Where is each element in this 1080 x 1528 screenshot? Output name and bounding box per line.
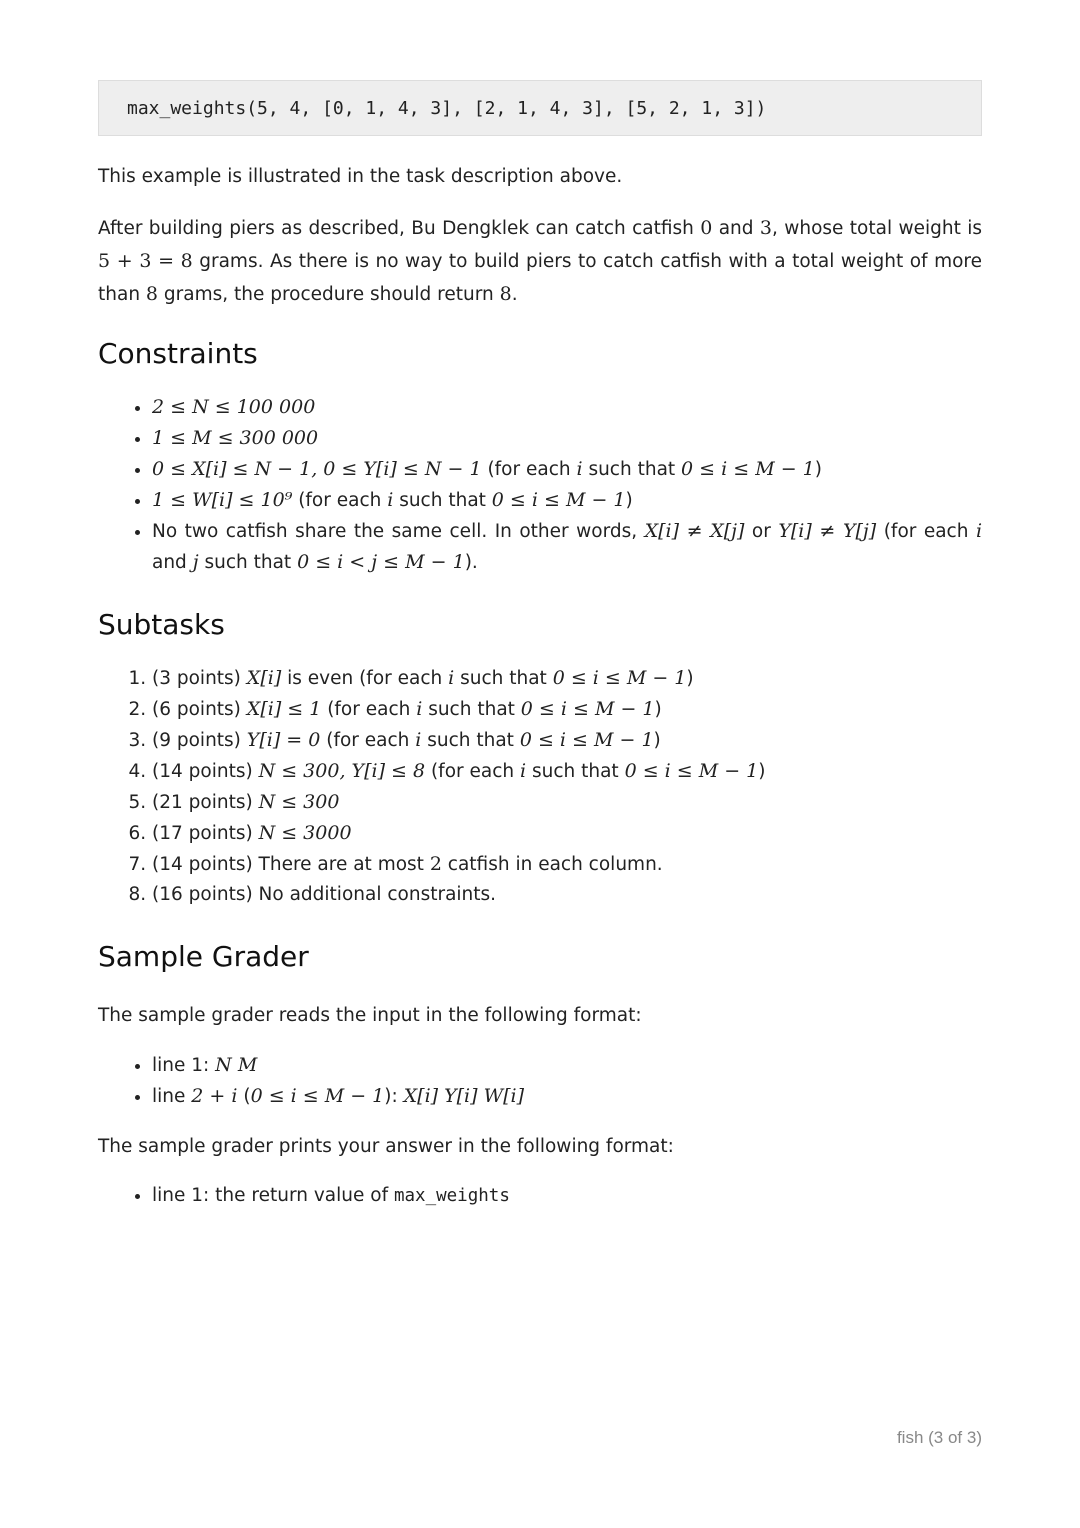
list-item: • 2 ≤ N ≤ 100 000 <box>152 392 982 423</box>
list-item: • line 2 + i (0 ≤ i ≤ M − 1): X[i] Y[i] W[i] <box>152 1081 982 1112</box>
paragraph-example-explanation: After building piers as described, Bu Dengklek can catch catfish 0 and 3, whose total weight is 5 + 3 = 8 grams. As there is no way to build piers to catch catfish with a total weight of more than 8 grams, the procedure should return 8. <box>98 217 982 305</box>
list-item: • 1 ≤ M ≤ 300 000 <box>152 423 982 454</box>
constraints-heading: Constraints <box>98 337 258 370</box>
subtasks-heading: Subtasks <box>98 608 225 641</box>
document-page <box>98 80 982 1211</box>
subtasks-list <box>98 663 982 910</box>
list-item: 3. (9 points) Y[i] = 0 (for each i such that 0 ≤ i ≤ M − 1) <box>152 725 982 756</box>
grader-input-intro: The sample grader reads the input in the following format: <box>98 1005 642 1026</box>
sample-grader-heading: Sample Grader <box>98 940 309 973</box>
list-item: • line 1: the return value of max_weights <box>152 1181 982 1211</box>
paragraph-illustrated: This example is illustrated in the task description above. <box>98 166 623 187</box>
list-item: • 1 ≤ W[i] ≤ 10⁹ (for each i such that 0 ≤ i ≤ M − 1) <box>152 485 982 516</box>
page-footer: fish (3 of 3) <box>896 1428 982 1447</box>
list-item: 7. (14 points) There are at most 2 catfish in each column. <box>152 849 982 880</box>
list-item: 5. (21 points) N ≤ 300 <box>152 787 982 818</box>
list-item: 1. (3 points) X[i] is even (for each i such that 0 ≤ i ≤ M − 1) <box>152 663 982 694</box>
list-item: 2. (6 points) X[i] ≤ 1 (for each i such that 0 ≤ i ≤ M − 1) <box>152 694 982 725</box>
grader-output-intro: The sample grader prints your answer in the following format: <box>98 1136 674 1157</box>
list-item: • line 1: N M <box>152 1050 982 1081</box>
list-item: • No two catfish share the same cell. In other words, X[i] ≠ X[j] or Y[i] ≠ Y[j] (for each i and j such that 0 ≤ i < j ≤ M − 1). <box>152 516 982 578</box>
list-item: • 0 ≤ X[i] ≤ N − 1, 0 ≤ Y[i] ≤ N − 1 (for each i such that 0 ≤ i ≤ M − 1) <box>152 454 982 485</box>
grader-output-list <box>98 1181 982 1211</box>
list-item: 8. (16 points) No additional constraints. <box>152 880 982 910</box>
list-item: 4. (14 points) N ≤ 300, Y[i] ≤ 8 (for each i such that 0 ≤ i ≤ M − 1) <box>152 756 982 787</box>
constraints-list <box>98 392 982 578</box>
grader-input-list <box>98 1050 982 1112</box>
list-item: 6. (17 points) N ≤ 3000 <box>152 818 982 849</box>
code-example: max_weights(5, 4, [0, 1, 4, 3], [2, 1, 4, 3], [5, 2, 1, 3]) <box>98 80 982 136</box>
